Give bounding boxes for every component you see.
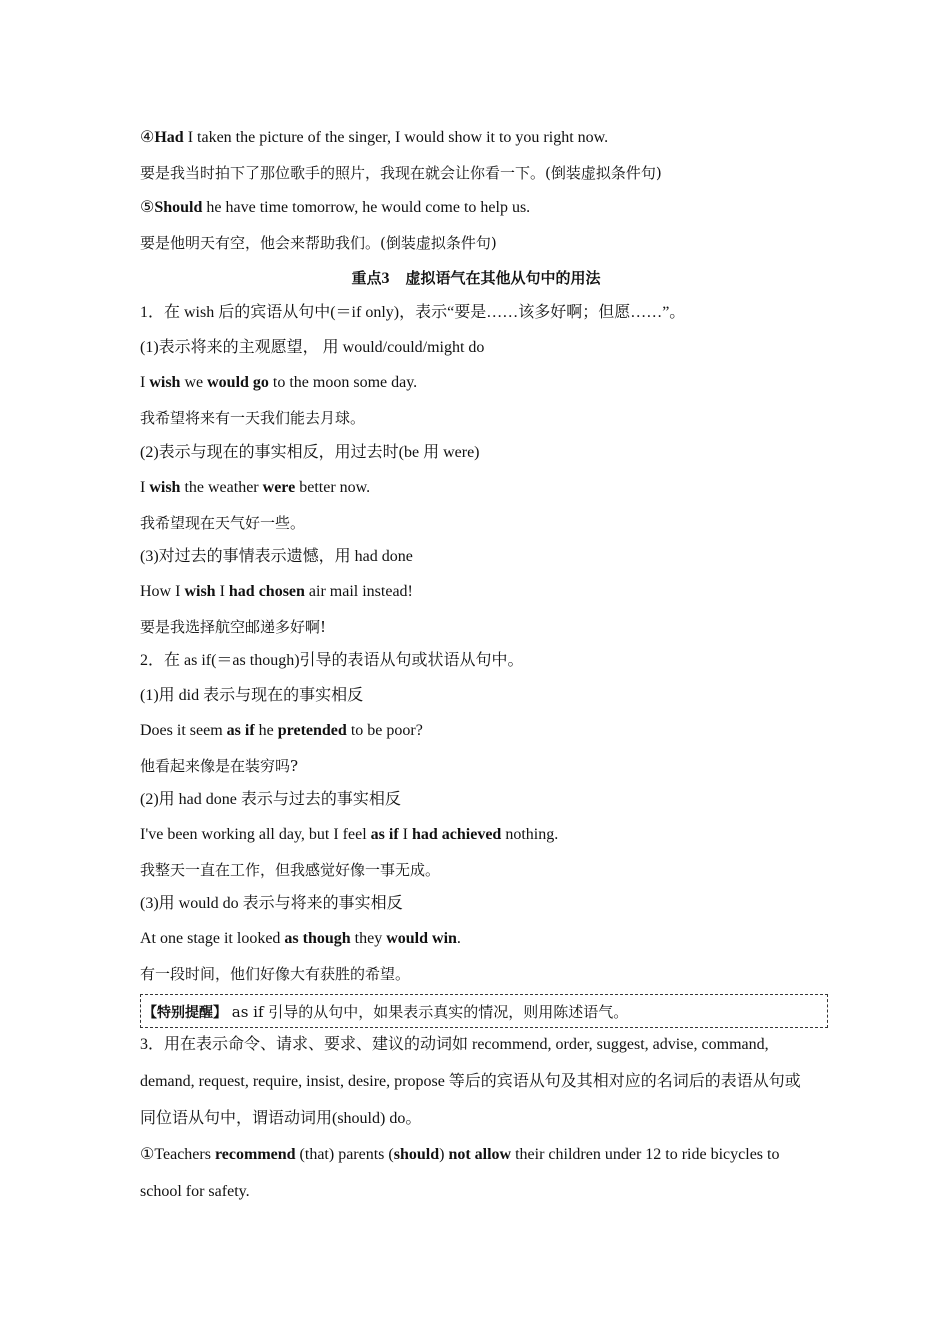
point-3-title: 3．用在表示命令、请求、要求、建议的动词如 recommend, order, suggest, advise, command, demand, request, require, insist, desire, propose 等后的宾语从句及其相对应的名词后的表语从句或同位语从句中，谓语动词用(should) do。 — [140, 1036, 801, 1127]
section-heading: 重点3 虚拟语气在其他从句中的用法 — [351, 269, 601, 287]
keyword: Had — [154, 129, 184, 146]
point-2-2-label: (2)用 had done 表示与过去的事实相反 — [140, 791, 401, 808]
point-1-3-translation: 要是我选择航空邮递多好啊! — [140, 618, 327, 636]
example-5-translation: 要是他明天有空，他会来帮助我们。(倒装虚拟条件句) — [140, 234, 497, 252]
point-1-1-label: (1)表示将来的主观愿望， 用 would/could/might do — [140, 339, 485, 356]
point-2-2-example: I've been working all day, but I feel as if I had achieved nothing. — [140, 826, 559, 843]
point-2-2-translation: 我整天一直在工作，但我感觉好像一事无成。 — [140, 861, 441, 879]
example-4-translation: 要是我当时拍下了那位歌手的照片，我现在就会让你看一下。(倒装虚拟条件句) — [140, 164, 662, 182]
special-reminder-label: 【特别提醒】 — [143, 1005, 227, 1021]
example-5 — [140, 198, 530, 218]
sentence-text: he have time tomorrow, he would come to help us. — [202, 199, 531, 216]
point-1-3-label: (3)对过去的事情表示遗憾，用 had done — [140, 548, 413, 565]
special-reminder-box — [140, 994, 828, 1028]
point-2-1-label: (1)用 did 表示与现在的事实相反 — [140, 687, 364, 704]
point-3-example: ①Teachers recommend (that) parents (should) not allow their children under 12 to ride bicycles to school for safety. — [140, 1146, 780, 1200]
item-number: ⑤ — [140, 199, 155, 216]
point-2-title: 2．在 as if(＝as though)引导的表语从句或状语从句中。 — [140, 652, 524, 669]
point-2-3-example: At one stage it looked as though they would win. — [140, 930, 461, 947]
item-number: ④ — [140, 129, 155, 146]
example-4 — [140, 128, 608, 148]
sentence-text: I taken the picture of the singer, I would show it to you right now. — [183, 129, 609, 146]
point-2-3-label: (3)用 would do 表示与将来的事实相反 — [140, 895, 403, 912]
special-reminder-text: 【特别提醒】 as if 引导的从句中，如果表示真实的情况，则用陈述语气。 — [143, 1003, 629, 1021]
point-1-2-example: I wish the weather were better now. — [140, 479, 371, 496]
point-1-2-label: (2)表示与现在的事实相反，用过去时(be 用 were) — [140, 444, 480, 461]
keyword: Should — [154, 199, 203, 216]
point-1-3-example: How I wish I had chosen air mail instead! — [140, 583, 413, 600]
point-2-1-example: Does it seem as if he pretended to be poor? — [140, 722, 423, 739]
point-1-2-translation: 我希望现在天气好一些。 — [140, 514, 306, 532]
point-1-title: 1．在 wish 后的宾语从句中(＝if only)，表示“要是……该多好啊；但愿……”。 — [140, 304, 686, 321]
point-2-1-translation: 他看起来像是在装穷吗? — [140, 757, 299, 775]
point-1-1-example: I wish we would go to the moon some day. — [140, 374, 418, 391]
point-1-1-translation: 我希望将来有一天我们能去月球。 — [140, 409, 366, 427]
point-2-3-translation: 有一段时间，他们好像大有获胜的希望。 — [140, 965, 411, 983]
